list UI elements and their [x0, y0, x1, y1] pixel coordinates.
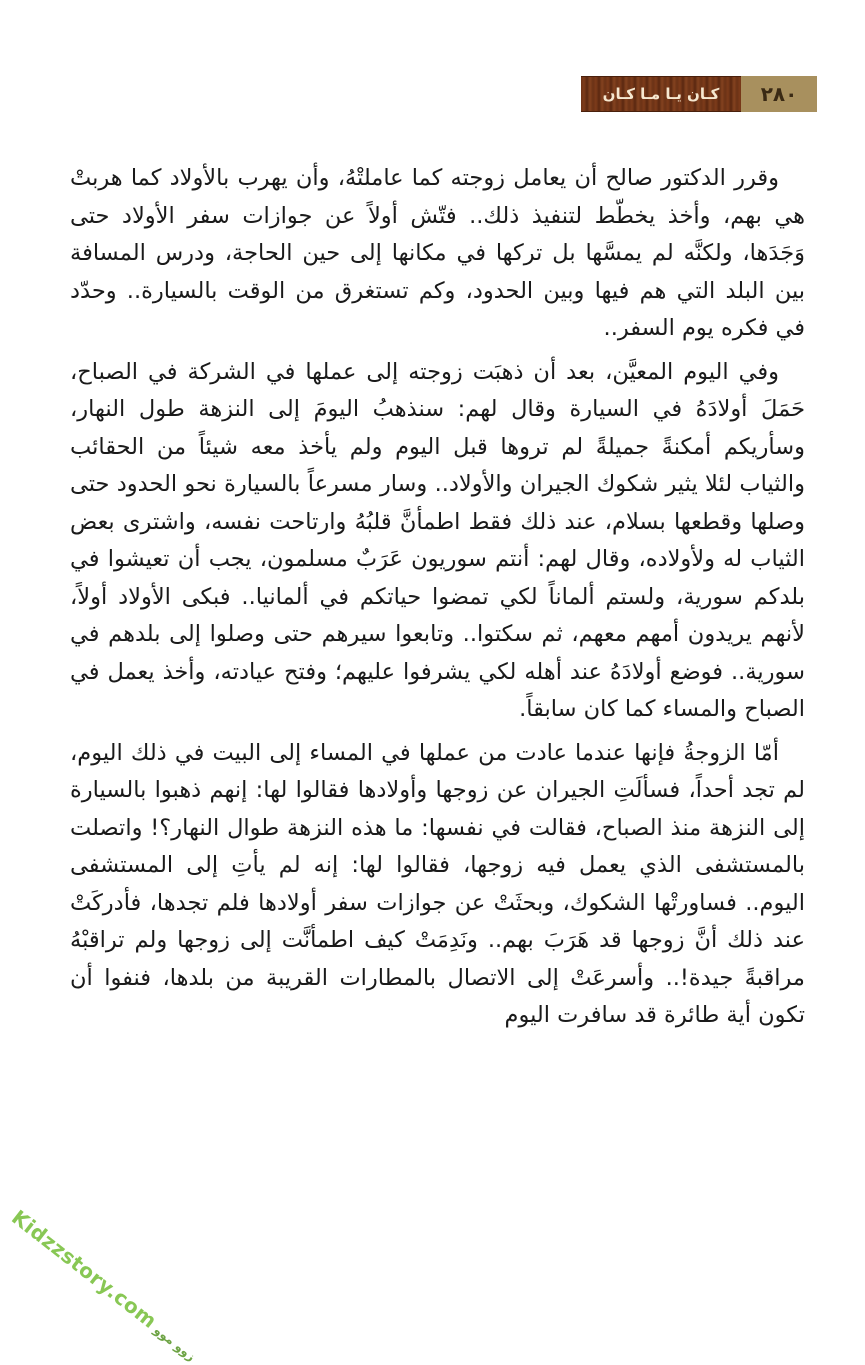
paragraph-1: وقرر الدكتور صالح أن يعامل زوجته كما عاملتْهُ، وأن يهرب بالأولاد كما هربتْ هي بهم، وأخذ يخطّط لتنفيذ ذلك.. فتّش أولاً عن جوازات سفر الأولاد حتى وَجَدَها، ولكنَّه لم يمسَّها بل تركها في مكانها إلى حين الحاجة، ودرس المسافة بين البلد التي هم فيها وبين الحدود، وكم تستغرق من الوقت بالسيارة.. وحدّد في فكره يوم السفر..	[70, 165, 805, 341]
story-text	[70, 160, 805, 1041]
paragraph-2: وفي اليوم المعيَّن، بعد أن ذهبَت زوجته إلى عملها في الشركة في الصباح، حَمَلَ أولادَهُ في السيارة وقال لهم: سنذهبُ اليومَ إلى النزهة طول النهار، وسأريكم أمكنةً جميلةً لم تروها قبل اليوم ولم يأخذ معه شيئاً من الحقائب والثياب لئلا يثير شكوك الجيران والأولاد.. وسار مسرعاً بالسيارة نحو الحدود حتى وصلها وقطعها بسلام، عند ذلك فقط اطمأنَّ قلبُهُ وارتاحت نفسه، واشترى بعض الثياب له ولأولاده، وقال لهم: أنتم سوريون عَرَبٌ مسلمون، يجب أن تعيشوا في بلدكم سورية، ولستم ألماناً لكي تمضوا حياتكم في ألمانيا.. فبكى الأولاد أولاً، لأنهم يريدون أمهم معهم، ثم سكتوا.. وتابعوا سيرهم حتى وصلوا إلى بلدهم في سورية.. فوضع أولادَهُ عند أهله لكي يشرفوا عليهم؛ وفتح عيادته، وأخذ يعمل في الصباح والمساء كما كان سابقاً.	[70, 358, 805, 722]
book-title-banner: كـان يـا مـا كـان	[581, 76, 741, 112]
watermark-subtext: زوو موو	[151, 1322, 199, 1364]
paragraph-3: أمّا الزوجةُ فإنها عندما عادت من عملها في المساء إلى البيت في ذلك اليوم، لم تجد أحداً، فسألَتِ الجيران عن زوجها وأولادها فقالوا لها: إنهم ذهبوا بالسيارة إلى النزهة منذ الصباح، فقالت في نفسها: ما هذه النزهة طوال النهار؟! واتصلت بالمستشفى الذي يعمل فيه زوجها، فقالوا لها: إنه لم يأتِ إلى المستشفى اليوم.. فساورتْها الشكوك، وبحثَتْ عن جوازات سفر أولادها فلم تجدها، فأدركَتْ عند ذلك أنَّ زوجها قد هَرَبَ بهم.. ونَدِمَتْ كيف اطمأنَّت إلى زوجها ولم تراقبْهُ مراقبةً جيدة!.. وأسرعَتْ إلى الاتصال بالمطارات القريبة من بلدها، فنفوا أن تكون أية طائرة قد سافرت اليوم	[70, 739, 805, 1028]
watermark-text: Kidzzstory.com	[7, 1205, 162, 1334]
site-watermark	[7, 1205, 203, 1365]
page-header	[581, 76, 817, 112]
page-number: ٢٨٠	[741, 76, 817, 112]
